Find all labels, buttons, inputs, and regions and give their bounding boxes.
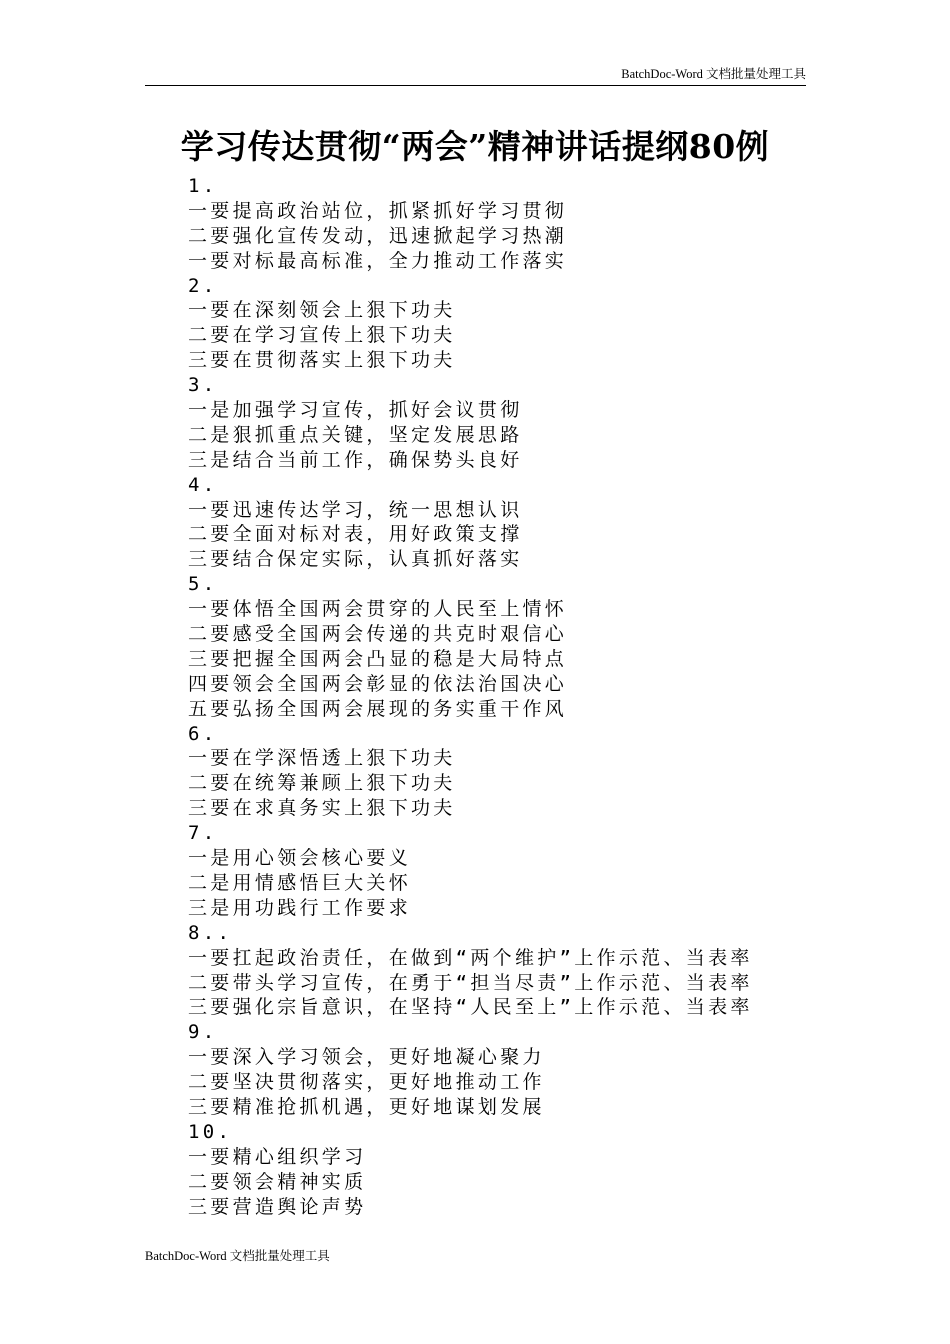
body-line: 二要在统筹兼顾上狠下功夫 <box>188 772 456 795</box>
body-line: 一是用心领会核心要义 <box>188 847 412 870</box>
body-line: 二要带头学习宣传，在勇于“担当尽责”上作示范、当表率 <box>188 971 753 994</box>
body-line: 二要强化宣传发动，迅速掀起学习热潮 <box>188 224 568 247</box>
body-line: 五要弘扬全国两会展现的务实重干作风 <box>188 697 568 720</box>
body-line: 一要迅速传达学习，统一思想认识 <box>188 498 523 521</box>
body-line: 三要强化宗旨意识，在坚持“人民至上”上作示范、当表率 <box>188 996 753 1019</box>
header-divider <box>145 85 806 86</box>
body-line: 10. <box>188 1120 233 1143</box>
body-line: 三是用功践行工作要求 <box>188 896 412 919</box>
body-line: 2. <box>188 274 218 297</box>
document-body <box>188 174 808 1219</box>
body-line: 三是结合当前工作，确保势头良好 <box>188 448 523 471</box>
page-footer: BatchDoc-Word 文档批量处理工具 <box>145 1249 330 1263</box>
document-title: 学习传达贯彻“两会”精神讲话提纲80例 <box>180 127 770 166</box>
page-header: BatchDoc-Word 文档批量处理工具 <box>621 67 806 81</box>
body-line: 一要对标最高标准，全力推动工作落实 <box>188 249 568 272</box>
body-line: 一是加强学习宣传，抓好会议贯彻 <box>188 399 523 422</box>
body-line: 四要领会全国两会彰显的依法治国决心 <box>188 672 568 695</box>
body-line: 二要坚决贯彻落实，更好地推动工作 <box>188 1071 545 1094</box>
body-line: 三要把握全国两会凸显的稳是大局特点 <box>188 647 568 670</box>
body-line: 9. <box>188 1021 218 1044</box>
body-line: 三要在贯彻落实上狠下功夫 <box>188 349 456 372</box>
body-line: 二要在学习宣传上狠下功夫 <box>188 324 456 347</box>
body-line: 一要精心组织学习 <box>188 1145 367 1168</box>
body-line: 1. <box>188 175 218 197</box>
body-line: 6. <box>188 722 218 745</box>
body-line: 一要提高政治站位，抓紧抓好学习贯彻 <box>188 199 568 222</box>
body-line: 二要感受全国两会传递的共克时艰信心 <box>188 623 568 646</box>
body-line: 三要营造舆论声势 <box>188 1195 367 1218</box>
body-line: 一要深入学习领会，更好地凝心聚力 <box>188 1046 545 1069</box>
body-line: 二要领会精神实质 <box>188 1170 367 1193</box>
body-line: 8.. <box>188 921 233 944</box>
body-line: 二是狠抓重点关键，坚定发展思路 <box>188 423 523 446</box>
body-line: 一要在学深悟透上狠下功夫 <box>188 747 456 770</box>
body-line: 三要在求真务实上狠下功夫 <box>188 797 456 820</box>
body-line: 7. <box>188 822 218 845</box>
body-line: 一要扛起政治责任，在做到“两个维护”上作示范、当表率 <box>188 946 753 969</box>
body-line: 三要结合保定实际，认真抓好落实 <box>188 548 523 571</box>
body-line: 二是用情感悟巨大关怀 <box>188 871 412 894</box>
body-line: 一要在深刻领会上狠下功夫 <box>188 299 456 322</box>
body-line: 三要精准抢抓机遇，更好地谋划发展 <box>188 1095 545 1118</box>
body-line: 一要体悟全国两会贯穿的人民至上情怀 <box>188 598 568 621</box>
body-line: 3. <box>188 374 218 397</box>
body-line: 4. <box>188 473 218 496</box>
body-line: 5. <box>188 573 218 596</box>
body-line: 二要全面对标对表，用好政策支撑 <box>188 523 523 546</box>
